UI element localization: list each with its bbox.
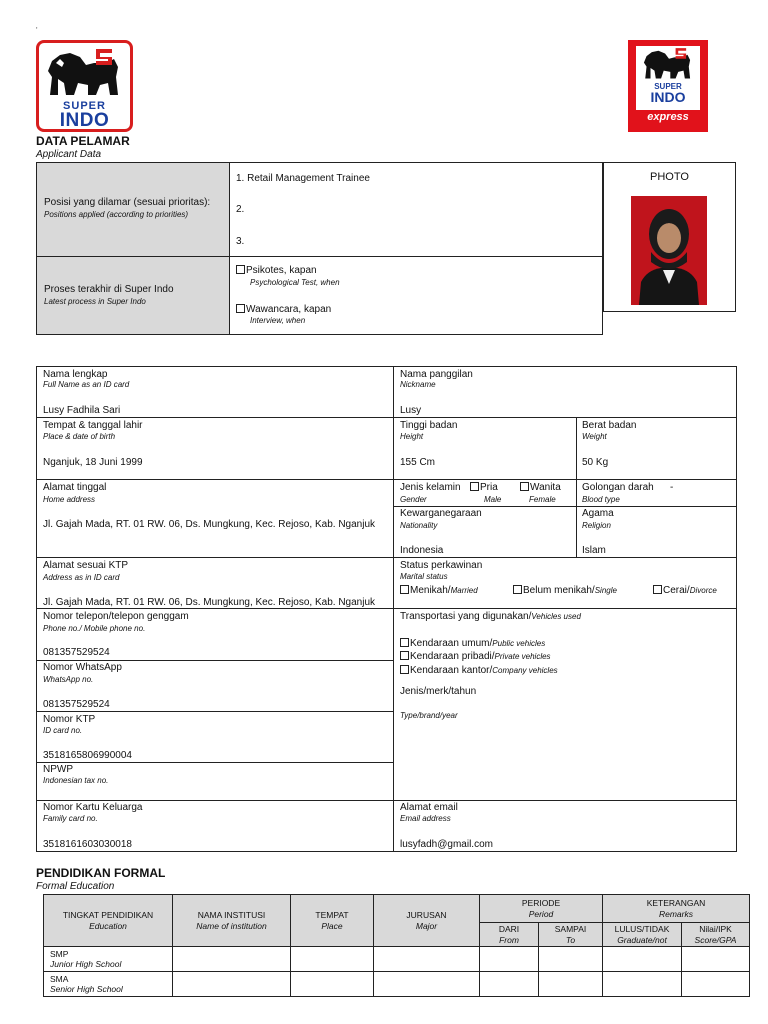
grid-hline-5 [36, 608, 737, 609]
major-cell[interactable] [374, 947, 480, 972]
transport-private-option[interactable]: Kendaraan pribadi/Private vehicles [400, 651, 551, 662]
marital-single-option[interactable]: Belum menikah/Single [513, 585, 617, 596]
whatsapp-label: Nomor WhatsApp [43, 662, 122, 673]
ktp-address-label: Alamat sesuai KTP [43, 560, 129, 571]
height-label: Tinggi badan [400, 420, 458, 431]
express-logo-panel [636, 46, 700, 110]
blood-type-label-en: Blood type [582, 495, 620, 504]
super-indo-logo [36, 40, 133, 132]
full-name-label-en: Full Name as an ID card [43, 380, 130, 389]
birth-label-en: Place & date of birth [43, 432, 116, 441]
position-1[interactable]: 1. Retail Management Trainee [236, 173, 370, 184]
religion-label: Agama [582, 508, 614, 519]
logo-super-text: SUPER [63, 100, 106, 112]
col-from: DARI From [480, 923, 539, 947]
nationality-value[interactable]: Indonesia [400, 545, 444, 556]
position-label: Posisi yang dilamar (sesuai prioritas): [44, 197, 211, 208]
score-cell[interactable] [682, 972, 750, 997]
position-label-cell [36, 162, 230, 257]
process-label-en: Latest process in Super Indo [44, 297, 146, 306]
blood-type-value[interactable]: - [670, 482, 674, 493]
full-name-value[interactable]: Lusy Fadhila Sari [43, 405, 121, 416]
weight-label-en: Weight [582, 432, 607, 441]
email-label-en: Email address [400, 814, 451, 823]
grid-hline-6l [36, 660, 394, 661]
grid-hline-4 [36, 557, 737, 558]
institution-cell[interactable] [173, 947, 291, 972]
formal-education-title: PENDIDIKAN FORMAL [36, 866, 166, 880]
ktp-address-label-en: Address as in ID card [43, 573, 120, 582]
full-name-label: Nama lengkap [43, 369, 108, 380]
gender-female-option[interactable]: Wanita [520, 482, 561, 493]
education-table [43, 894, 750, 997]
applicant-data-subtitle: Applicant Data [36, 149, 102, 160]
major-cell[interactable] [374, 972, 480, 997]
nickname-value[interactable]: Lusy [400, 405, 422, 416]
col-score: Nilai/IPK Score/GPA [682, 923, 750, 947]
personal-data-grid [36, 366, 737, 852]
place-cell[interactable] [291, 972, 374, 997]
ktp-label: Nomor KTP [43, 714, 96, 725]
to-cell[interactable] [539, 947, 603, 972]
weight-value[interactable]: 50 Kg [582, 457, 609, 468]
private-vehicle-checkbox[interactable] [400, 651, 409, 660]
grid-hline-7l [36, 711, 394, 712]
education-level-cell: SMA Senior High School [44, 972, 173, 997]
phone-value[interactable]: 081357529524 [43, 647, 110, 658]
express-word: express [647, 111, 689, 123]
email-value[interactable]: lusyfadh@gmail.com [400, 839, 493, 850]
express-super-text: SUPER [654, 82, 682, 91]
marital-label-en: Marital status [400, 572, 448, 581]
place-cell[interactable] [291, 947, 374, 972]
formal-education-subtitle: Formal Education [36, 881, 115, 892]
nickname-label: Nama panggilan [400, 369, 473, 380]
transport-label: Transportasi yang digunakan/Vehicles used [400, 611, 581, 622]
from-cell[interactable] [480, 972, 539, 997]
family-card-value[interactable]: 3518161603030018 [43, 839, 132, 850]
from-cell[interactable] [480, 947, 539, 972]
married-checkbox[interactable] [400, 585, 409, 594]
grid-hline-9 [36, 800, 737, 801]
marital-divorce-option[interactable]: Cerai/Divorce [653, 585, 717, 596]
weight-label: Berat badan [582, 420, 637, 431]
to-cell[interactable] [539, 972, 603, 997]
grid-vline-right [576, 417, 577, 557]
super-indo-express-logo [628, 40, 708, 132]
col-education-level: TINGKAT PENDIDIKAN Education [44, 895, 173, 947]
process-label: Proses terakhir di Super Indo [44, 284, 174, 295]
position-label-en: Positions applied (according to priorities) [44, 210, 189, 219]
phone-label: Nomor telepon/telepon genggam [43, 611, 189, 622]
nickname-label-en: Nickname [400, 380, 436, 389]
graduate-cell[interactable] [603, 972, 682, 997]
family-card-label: Nomor Kartu Keluarga [43, 802, 143, 813]
col-major: JURUSAN Major [374, 895, 480, 947]
gender-label: Jenis kelamin [400, 482, 461, 493]
interview-option-en: Interview, when [250, 316, 306, 325]
npwp-label: NPWP [43, 764, 73, 775]
tick-mark: ' [36, 26, 38, 35]
public-vehicle-checkbox[interactable] [400, 638, 409, 647]
psychotest-checkbox[interactable] [236, 265, 245, 274]
marital-married-option[interactable]: Menikah/Married [400, 585, 478, 596]
col-remarks: KETERANGAN Remarks [603, 895, 750, 923]
gender-male-checkbox[interactable] [470, 482, 479, 491]
divorce-checkbox[interactable] [653, 585, 662, 594]
height-value[interactable]: 155 Cm [400, 457, 436, 468]
gender-label-en: Gender [400, 495, 427, 504]
ktp-label-en: ID card no. [43, 726, 83, 735]
interview-checkbox[interactable] [236, 304, 245, 313]
company-vehicle-checkbox[interactable] [400, 665, 409, 674]
gender-male-en: Male [484, 495, 502, 504]
vehicle-type-label: Jenis/merk/tahun [400, 686, 477, 697]
psychotest-option[interactable]: Psikotes, kapan [236, 265, 317, 276]
religion-label-en: Religion [582, 521, 611, 530]
photo-label: PHOTO [650, 171, 689, 183]
col-to: SAMPAI To [539, 923, 603, 947]
lion-icon [36, 43, 133, 103]
grid-hline-2 [36, 479, 737, 480]
transport-company-option[interactable]: Kendaraan kantor/Company vehicles [400, 665, 558, 676]
grid-hline-3r [393, 506, 737, 507]
table-row [44, 947, 750, 972]
table-row [44, 972, 750, 997]
applicant-photo [631, 196, 707, 305]
interview-option[interactable]: Wawancara, kapan [236, 304, 331, 315]
positions-value-cell [229, 162, 603, 257]
email-label: Alamat email [400, 802, 458, 813]
single-checkbox[interactable] [513, 585, 522, 594]
process-label-cell [36, 256, 230, 335]
height-label-en: Height [400, 432, 424, 441]
gender-male-option[interactable]: Pria [470, 482, 498, 493]
grid-hline-1 [36, 417, 737, 418]
education-level-cell: SMP Junior High School [44, 947, 173, 972]
family-card-label-en: Family card no. [43, 814, 98, 823]
home-address-value[interactable]: Jl. Gajah Mada, RT. 01 RW. 06, Ds. Mungkung, Kec. Rejoso, Kab. Nganjuk [43, 519, 376, 530]
npwp-label-en: Indonesian tax no. [43, 776, 109, 785]
lion-icon [636, 46, 700, 84]
gender-female-en: Female [529, 495, 556, 504]
home-address-label: Alamat tinggal [43, 482, 107, 493]
express-indo-text: INDO [650, 89, 686, 105]
applicant-data-title: DATA PELAMAR [36, 134, 130, 148]
graduate-cell[interactable] [603, 947, 682, 972]
col-graduate: LULUS/TIDAK Graduate/not [603, 923, 682, 947]
grid-hline-8l [36, 762, 394, 763]
logo-indo-text: INDO [59, 110, 110, 131]
blood-type-label: Golongan darah [582, 482, 654, 493]
institution-cell[interactable] [173, 972, 291, 997]
nationality-label: Kewarganegaraan [400, 508, 482, 519]
nationality-label-en: Nationality [400, 521, 438, 530]
religion-value[interactable]: Islam [582, 545, 606, 556]
transport-public-option[interactable]: Kendaraan umum/Public vehicles [400, 638, 545, 649]
birth-value[interactable]: Nganjuk, 18 Juni 1999 [43, 457, 143, 468]
person-silhouette-icon [631, 196, 707, 305]
col-place: TEMPAT Place [291, 895, 374, 947]
birth-label: Tempat & tanggal lahir [43, 420, 143, 431]
position-2[interactable]: 2. [236, 204, 245, 215]
whatsapp-label-en: WhatsApp no. [43, 675, 94, 684]
score-cell[interactable] [682, 947, 750, 972]
ktp-value[interactable]: 3518165806990004 [43, 750, 132, 761]
col-period: PERIODE Period [480, 895, 603, 923]
psychotest-option-en: Psychological Test, when [250, 278, 340, 287]
gender-female-checkbox[interactable] [520, 482, 529, 491]
phone-label-en: Phone no./ Mobile phone no. [43, 624, 146, 633]
position-3[interactable]: 3. [236, 236, 245, 247]
vehicle-type-label-en: Type/brand/year [400, 711, 458, 720]
process-value-cell [229, 256, 603, 335]
home-address-label-en: Home address [43, 495, 96, 504]
whatsapp-value[interactable]: 081357529524 [43, 699, 110, 710]
grid-vline-main [393, 366, 394, 852]
ktp-address-value[interactable]: Jl. Gajah Mada, RT. 01 RW. 06, Ds. Mungkung, Kec. Rejoso, Kab. Nganjuk [43, 597, 376, 608]
col-institution: NAMA INSTITUSI Name of institution [173, 895, 291, 947]
marital-label: Status perkawinan [400, 560, 483, 571]
